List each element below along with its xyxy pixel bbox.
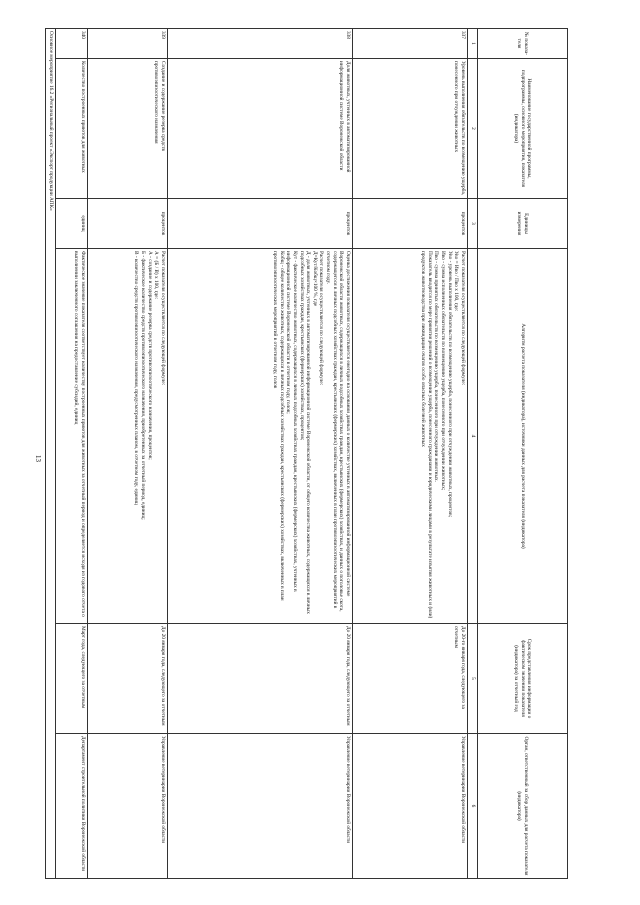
page-number: 13: [34, 455, 42, 462]
indicator-table: [45, 28, 568, 879]
algorithm-line: А = (Б / В) х 100, где:: [153, 251, 160, 300]
indicator-unit: процентов: [88, 199, 168, 249]
algorithm-cell: [168, 249, 353, 624]
responsible-cell: Департамент строительной политики Воронежской области: [56, 734, 88, 879]
header-name: Наименование государственной программы, подпрограммы, основного мероприятия, показателя (индикатора): [478, 59, 568, 199]
row-number: 337: [353, 29, 468, 59]
algorithm-line: А - создание и содержание резерва средств противоэпизоотического назначения, процентов;: [146, 251, 153, 460]
header-responsible: Орган, ответственный за сбор данных для расчета показателя (индикатора): [478, 734, 568, 879]
column-number: 3: [468, 199, 478, 249]
algorithm-cell: [88, 249, 168, 624]
column-number: 5: [468, 624, 478, 734]
header-unit: Единицы измерения: [478, 199, 568, 249]
indicator-unit: процентов: [168, 199, 353, 249]
section-row: [45, 29, 56, 879]
deadline-cell: Март года, следующего за отчетным: [56, 624, 88, 734]
rotated-table-sheet: [30, 28, 568, 878]
algorithm-line: Расчет показателя осуществляется по следующей формуле:: [159, 251, 166, 386]
algorithm-line: Пво - сумма принятых обязательств по возмещению ущерба, понесенного при отчуждении животных.: [433, 251, 440, 483]
row-number: 338: [168, 29, 353, 59]
header-number: № показа-теля: [478, 29, 568, 59]
algorithm-line: Д=Кут/Кобщ×100 %, где: [311, 251, 318, 307]
algorithm-line: Иво - сумма исполненных обязательств по возмещению ущерба, понесенного при отчуждении животных;: [440, 251, 447, 491]
column-number-row: [468, 29, 478, 879]
indicator-name: Количество построенных приютов для животных: [56, 59, 88, 199]
column-number: 4: [468, 249, 478, 624]
responsible-cell: Управление ветеринарии Воронежской области: [353, 734, 468, 879]
indicator-name: Доля животных, учтенных в автоматизированной информационной системе Воронежской области: [168, 59, 353, 199]
responsible-cell: Управление ветеринарии Воронежской области: [168, 734, 353, 879]
table-row: [168, 29, 353, 879]
column-number: 6: [468, 734, 478, 879]
table-row: [88, 29, 168, 879]
algorithm-cell: [56, 249, 88, 624]
deadline-cell: До 20-го января года, следующего за отчетным: [353, 624, 468, 734]
algorithm-line: Уво = Иво / Пво х 100, где:: [453, 251, 460, 312]
indicator-unit: единиц: [56, 199, 88, 249]
header-deadline: Срок представления информации о фактическом значении показателя (индикатора) за отчетный год: [478, 624, 568, 734]
indicator-name: Уровень выполнения обязательств по возмещению ущерба, понесенного при отчуждении животных: [353, 59, 468, 199]
algorithm-line: Расчет показателя осуществляется по следующей формуле:: [459, 251, 466, 386]
table-row: [56, 29, 88, 879]
deadline-cell: До 20 января года, следующего за отчетным: [88, 624, 168, 734]
algorithm-line: Оценка достижения показателя осуществляется ежегодно на основании данных о количестве учтенных в автоматизированной информационной системе Воронежской области животных, содержащихся в личных подсобных хозяйствах граждан, крестьянских (фермерских) хозяйствах, и данных о поголовье скота, содержащегося в личных подсобных хозяйствах граждан, крестьянских (фермерских) хозяйствах, включенных в план противоэпизоотических мероприятий в отчетном году.: [325, 251, 351, 612]
row-number: 339: [88, 29, 168, 59]
algorithm-line: Д - доля животных, учтенных в автоматизированной информационной системе Воронежской области, от общего количества животных, содержащихся в личных подсобных хозяйствах граждан, крестьянских (фермерских) хозяйствах, процентов;: [298, 251, 312, 614]
deadline-cell: До 20 января года, следующего за отчетным: [168, 624, 353, 734]
algorithm-line: Кут - фактическое количество животных, содержащихся в личных подсобных хозяйствах граждан, крестьянских (фермерских) хозяйствах, учтенных в информационной системе Воронежской области в отчетном году, голов;: [285, 251, 299, 592]
row-number: 340: [56, 29, 88, 59]
indicator-unit: процентов: [353, 199, 468, 249]
algorithm-line: Фактическое значение показателя соответствует количеству построенных приютов для животных за отчетный период и определяется исходя из годового отчета о выполнении заключенного соглашения на предоставление субсидий, единиц: [73, 251, 86, 617]
algorithm-line: В - количество средств противоэпизоотического назначения, предусмотренных планом, в отчетном году, единиц: [133, 251, 140, 505]
algorithm-line: Кобщ - общее количество животных, содержащихся в личных подсобных хозяйствах граждан, крестьянских (фермерских) хозяйствах, включенных в план противоэпизоотических мероприятий в отчетном году, голов: [272, 251, 285, 601]
algorithm-cell: [353, 249, 468, 624]
header-row: [478, 29, 568, 879]
header-algorithm: Алгоритм расчета показателя (индикатора), источники данных для расчета показателя (индикатора): [478, 249, 568, 624]
section-title: Основное мероприятие 16.2 «Региональный проект «Экспорт продукции АПК»: [45, 29, 56, 879]
table-row: [353, 29, 468, 879]
algorithm-line: Показатель вводится по мере принятия решений о возмещении ущерба, понесенного гражданами и юридическими лицами в результате изъятия животных и (или) продуктов животноводства при ликвидации очагов особо опасных болезней животных: [420, 251, 433, 619]
indicator-name: Создание и содержание резерва средств противоэпизоотического назначения: [88, 59, 168, 199]
algorithm-line: Расчет показателя осуществляется по следующей формуле:: [318, 251, 325, 386]
responsible-cell: Управление ветеринарии Воронежской области: [88, 734, 168, 879]
column-number: 1: [468, 29, 478, 59]
algorithm-line: Б - фактическое количество средств противоэпизоотического назначения, приобретенных за отчетный период, единиц;: [140, 251, 147, 520]
algorithm-line: Уво - уровень выполнения обязательств по возмещению ущерба, понесенного при отчуждении животных, процентов;: [446, 251, 453, 518]
column-number: 2: [468, 59, 478, 199]
